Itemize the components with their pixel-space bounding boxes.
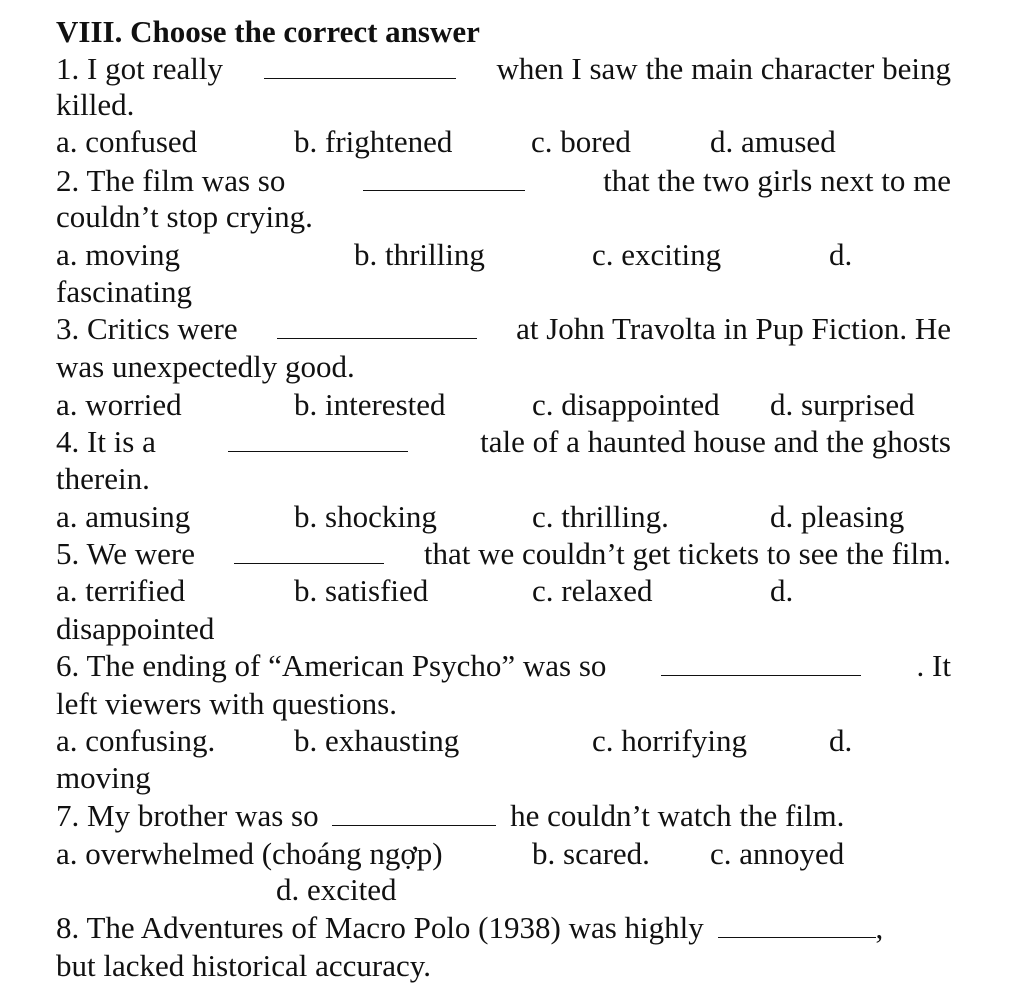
answer-blank-5[interactable] — [234, 537, 384, 564]
question-8-line-1: 8. The Adventures of Macro Polo (1938) was highly , — [56, 910, 884, 945]
option-6c[interactable]: c. horrifying — [592, 723, 747, 758]
option-3a[interactable]: a. worried — [56, 387, 182, 422]
answer-blank-3[interactable] — [277, 312, 477, 339]
option-7c[interactable]: c. annoyed — [710, 836, 845, 871]
option-5a[interactable]: a. terrified — [56, 573, 186, 608]
answer-blank-8[interactable] — [718, 911, 876, 938]
option-6d[interactable]: d. — [829, 723, 853, 758]
option-1d[interactable]: d. amused — [710, 124, 836, 159]
option-7d[interactable]: d. excited — [276, 872, 397, 907]
question-2-line-1: 2. The film was so that the two girls next to me — [56, 163, 951, 198]
answer-blank-2[interactable] — [363, 164, 525, 191]
option-3c[interactable]: c. disappointed — [532, 387, 720, 422]
option-5d[interactable]: d. — [770, 573, 794, 608]
option-7a[interactable]: a. overwhelmed (choáng ngợp) — [56, 836, 443, 871]
question-1-line-2: killed. — [56, 87, 135, 122]
question-8-line-2: but lacked historical accuracy. — [56, 948, 431, 983]
option-5d-text: disappointed — [56, 611, 215, 646]
answer-blank-4[interactable] — [228, 425, 408, 452]
option-2b[interactable]: b. thrilling — [354, 237, 485, 272]
option-1a[interactable]: a. confused — [56, 124, 198, 159]
option-1c[interactable]: c. bored — [531, 124, 631, 159]
option-6a[interactable]: a. confusing. — [56, 723, 216, 758]
option-2a[interactable]: a. moving — [56, 237, 180, 272]
option-4c[interactable]: c. thrilling. — [532, 499, 669, 534]
question-6-line-1: 6. The ending of “American Psycho” was so . It — [56, 648, 951, 683]
option-2d[interactable]: d. — [829, 237, 853, 272]
option-1b[interactable]: b. frightened — [294, 124, 453, 159]
question-1-line-1: 1. I got really when I saw the main character being — [56, 51, 951, 86]
option-3d[interactable]: d. surprised — [770, 387, 915, 422]
option-2c[interactable]: c. exciting — [592, 237, 722, 272]
option-5c[interactable]: c. relaxed — [532, 573, 653, 608]
option-2d-text: fascinating — [56, 274, 193, 309]
question-3-line-2: was unexpectedly good. — [56, 349, 355, 384]
option-4a[interactable]: a. amusing — [56, 499, 191, 534]
answer-blank-7[interactable] — [332, 799, 496, 826]
question-7-line-1: 7. My brother was so he couldn’t watch the film. — [56, 798, 845, 833]
question-3-line-1: 3. Critics were at John Travolta in Pup Fiction. He — [56, 311, 951, 346]
question-5-line-1: 5. We were that we couldn’t get tickets to see the film. — [56, 536, 951, 571]
option-4d[interactable]: d. pleasing — [770, 499, 905, 534]
question-4-line-2: therein. — [56, 461, 150, 496]
exercise-title: VIII. Choose the correct answer — [56, 14, 480, 49]
question-2-line-2: couldn’t stop crying. — [56, 199, 313, 234]
option-7b[interactable]: b. scared. — [532, 836, 650, 871]
option-4b[interactable]: b. shocking — [294, 499, 437, 534]
option-5b[interactable]: b. satisfied — [294, 573, 429, 608]
question-1-stem: I got really — [87, 51, 224, 86]
answer-blank-1[interactable] — [264, 52, 456, 79]
option-3b[interactable]: b. interested — [294, 387, 446, 422]
question-6-line-2: left viewers with questions. — [56, 686, 397, 721]
answer-blank-6[interactable] — [661, 649, 861, 676]
question-4-line-1: 4. It is a tale of a haunted house and the ghosts — [56, 424, 951, 459]
option-6d-text: moving — [56, 760, 151, 795]
option-6b[interactable]: b. exhausting — [294, 723, 460, 758]
